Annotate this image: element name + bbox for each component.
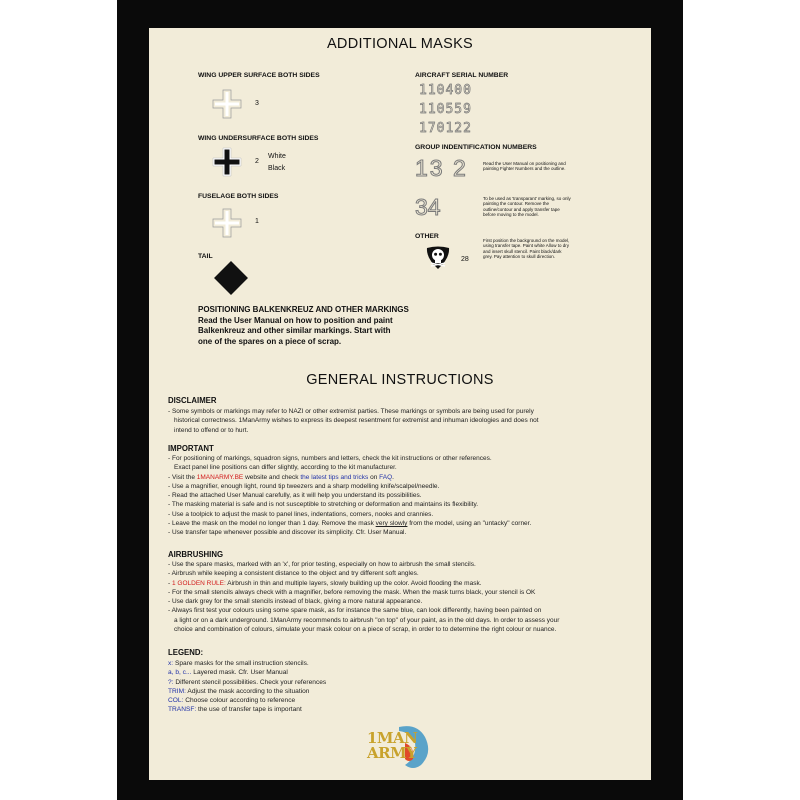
legend-heading: LEGEND: [168,648,204,657]
wing-under-label: WING UNDERSURFACE BOTH SIDES [198,135,319,142]
wing-under-color-white: White [268,153,286,160]
airbrushing-line: - Always first test your colours using some spare mask, as for instance the same blue, can look differently, having been painted on [168,607,542,615]
group-label: GROUP INDENTIFICATION NUMBERS [415,144,537,151]
serial-number: 110559 [419,102,472,117]
important-text [168,454,638,538]
balkenkreuz-icon [212,147,242,177]
golden-rule-line: - 1 GOLDEN RULE: Airbrush in thin and multiple layers, slowly building up the color. Avoid flooding the mask. [168,579,482,587]
airbrushing-line: - For the small stencils always check with a magnifier, before removing the mask. When the mask turns black, your stencil is OK [168,588,536,596]
airbrushing-line: - Use dark grey for the small stencils instead of black, giving a more natural appearance. [168,598,423,606]
faq-link[interactable]: FAQ [379,473,393,481]
fuselage-count: 1 [255,218,259,225]
leave-line: - Leave the mask on the model no longer than 1 day. Remove the mask very slowly from the model, using an "untacky" corner. [168,520,532,528]
disclaimer-text [168,407,638,435]
airbrushing-text [168,560,638,634]
airbrushing-line: a light or on a dark underground. 1ManArmy recommends to airbrush "on top" of your paint, as in the old days. In order to assess your [174,616,560,624]
instruction-sheet [149,28,651,780]
legend-list [168,659,468,715]
positioning-block [198,305,428,347]
legend-item: a, b, c... Layered mask. Cfr. User Manual [168,669,288,677]
tail-label: TAIL [198,253,213,260]
visit-line: - Visit the 1MANARMY.BE website and check the latest tips and tricks on FAQ. [168,473,394,481]
important-line: - Use transfer tape whenever possible and discover its simplicity. Cfr. User Manual. [168,529,407,537]
serial-number: 110400 [419,83,472,98]
positioning-line: Balkenkreuz and other similar markings. Start with [198,326,391,335]
brand-logo [365,723,437,773]
additional-masks-title: ADDITIONAL MASKS [326,36,474,52]
wing-upper-count: 3 [255,100,259,107]
legend-item: ?: Different stencil possibilities. Check your references [168,678,327,686]
tips-link[interactable]: the latest tips and tricks [300,473,369,481]
positioning-line: Read the User Manual on how to position and paint [198,315,393,325]
wing-upper-label: WING UPPER SURFACE BOTH SIDES [198,72,320,79]
group-numbers-b: 34 [415,194,441,220]
legend-item: COL: Choose colour according to reference [168,697,296,705]
important-line: - For positioning of markings, squadron signs, numbers and letters, check the kit instructions or other references. [168,455,492,462]
other-note: First position the background on the model, using transfer tape. Paint white Allow to dry and insert skull stencil. Paint black/dark grey. Pay attention to skull direction. [483,238,570,260]
group-note-b: To be used as 'transparant' marking, so only painting the contour. Remove the outline/contour and apply transfer tape before moving to the model. [483,196,571,218]
wing-under-count: 2 [255,158,259,165]
airbrushing-line: - Airbrush while keeping a consistent distance to the object and try different soft angles. [168,570,419,578]
group-numbers-a: 13 2 [415,155,468,181]
legend-item: x: Spare masks for the small instruction stencils. [168,660,309,667]
disclaimer-line: - Some symbols or markings may refer to NAZI or other extremist parties. These markings or symbols are being used for purely [168,408,534,415]
serial-label: AIRCRAFT SERIAL NUMBER [415,72,509,79]
airbrushing-heading: AIRBRUSHING [168,550,224,559]
serial-number: 170122 [419,121,472,136]
airbrushing-line: - Use the spare masks, marked with an 'x', for prior testing, especially on how to airbrush the small stencils. [168,561,476,568]
skull-icon [425,244,451,270]
cross-outline-icon [212,89,242,119]
tail-diamond-icon [214,261,248,295]
airbrushing-line: choice and combination of colours, simulate your mask colour on a piece of scrap, in order to to determine the right colour or nuance. [174,626,557,634]
important-line: - The masking material is safe and is not susceptible to stretching or deformation and maintains its flexibility. [168,501,479,509]
group-note-a: Read the User Manual on positioning and painting Fighter Numbers and the outline. [483,161,566,172]
positioning-heading: POSITIONING BALKENKREUZ AND OTHER MARKINGS [198,305,409,314]
logo-text: 1MAN ARMY [367,729,418,762]
legend-item: TRANSF: the use of transfer tape is important [168,706,302,714]
other-count: 28 [461,256,469,263]
disclaimer-heading: DISCLAIMER [168,396,217,405]
legend-item: TRIM: Adjust the mask according to the situation [168,687,310,695]
cross-outline-icon [212,208,242,238]
disclaimer-line: historical correctness. 1ManArmy wishes to express its deepest resentment for extremist and inhuman ideologies and does not [174,417,539,425]
important-heading: IMPORTANT [168,444,214,453]
fuselage-label: FUSELAGE BOTH SIDES [198,193,279,200]
wing-under-color-black: Black [268,165,286,172]
general-instructions-title: GENERAL INSTRUCTIONS [306,372,494,388]
other-label: OTHER [415,233,439,240]
disclaimer-line: intend to offend or to hurt. [174,426,249,434]
important-line: - Use a magnifier, enough light, round tip tweezers and a sharp modelling knife/scalpel/needle. [168,482,440,490]
important-line: Exact panel line positions can differ slightly, according to the kit manufacturer. [174,464,397,472]
positioning-line: one of the spares on a piece of scrap. [198,336,342,346]
important-line: - Use a toolpick to adjust the mask to panel lines, indentations, corners, nooks and crannies. [168,510,434,518]
site-link[interactable]: 1MANARMY.BE [196,473,244,481]
important-line: - Read the attached User Manual carefully, as it will help you understand its possibilities. [168,492,422,500]
